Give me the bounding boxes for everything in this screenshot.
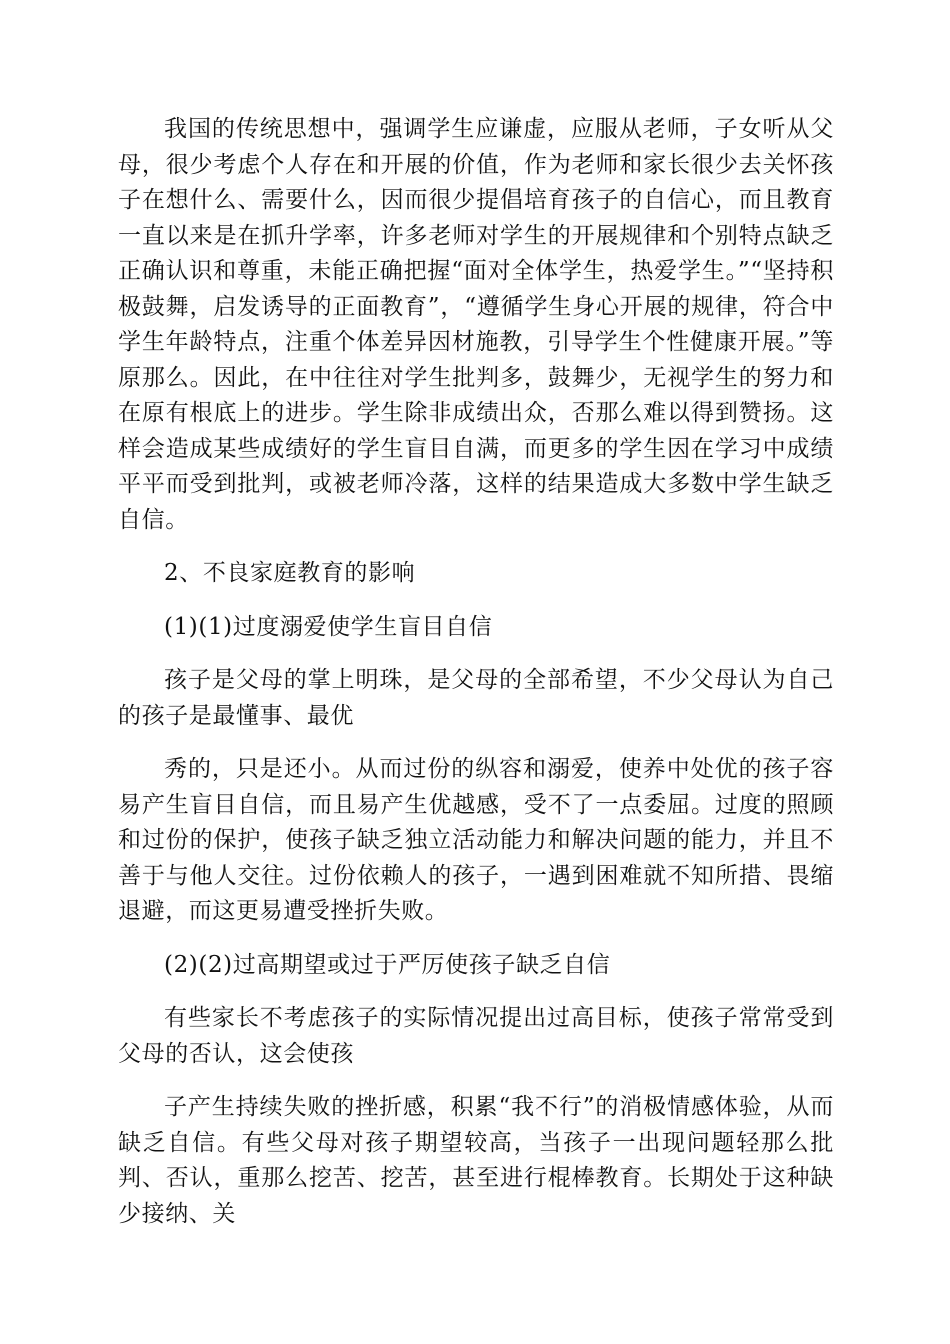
paragraph-unrealistic-goals: 有些家长不考虑孩子的实际情况提出过高目标，使孩子常常受到父母的否认，这会使孩 (118, 1005, 834, 1067)
paragraph-pearl-of-parents: 孩子是父母的掌上明珠，是父母的全部希望，不少父母认为自己的孩子是最懂事、最优 (118, 667, 834, 729)
subheading-overindulgence: (1)(1)过度溺爱使学生盲目自信 (164, 613, 493, 640)
document-body (118, 112, 834, 1250)
paragraph-frustration: 子产生持续失败的挫折感，积累“我不行”的消极情感体验，从而缺乏自信。有些父母对孩子期望较高，当孩子一出现问题轻那么批判、否认，重那么挖苦、挖苦，甚至进行棍棒教育。长期处于这种缺少接纳、关 (118, 1094, 834, 1227)
subheading-high-expectations: (2)(2)过高期望或过于严厉使孩子缺乏自信 (164, 951, 611, 978)
paragraph-blind-confidence: 秀的，只是还小。从而过份的纵容和溺爱，使养中处优的孩子容易产生盲目自信，而且易产生优越感，受不了一点委屈。过度的照顾和过份的保护，使孩子缺乏独立活动能力和解决问题的能力，并且不善于与他人交往。过份依赖人的孩子，一遇到困难就不知所措、畏缩退避，而这更易遭受挫折失败。 (118, 756, 834, 924)
paragraph-traditional-thought: 我国的传统思想中，强调学生应谦虚，应服从老师，子女听从父母，很少考虑个人存在和开展的价值，作为老师和家长很少去关怀孩子在想什么、需要什么，因而很少提倡培育孩子的自信心，而且教育一直以来是在抓升学率，许多老师对学生的开展规律和个别特点缺乏正确认识和尊重，未能正确把握“面对全体学生，热爱学生。”“坚持积极鼓舞，启发诱导的正面教育”，“遵循学生身心开展的规律，符合中学生年龄特点，注重个体差异因材施教，引导学生个性健康开展。”等原那么。因此，在中往往对学生批判多，鼓舞少，无视学生的努力和在原有根底上的进步。学生除非成绩出众，否那么难以得到赞扬。这样会造成某些成绩好的学生盲目自满，而更多的学生因在学习中成绩平平而受到批判，或被老师冷落，这样的结果造成大多数中学生缺乏自信。 (118, 116, 834, 533)
section-heading-family-education: 2、不良家庭教育的影响 (164, 560, 416, 586)
